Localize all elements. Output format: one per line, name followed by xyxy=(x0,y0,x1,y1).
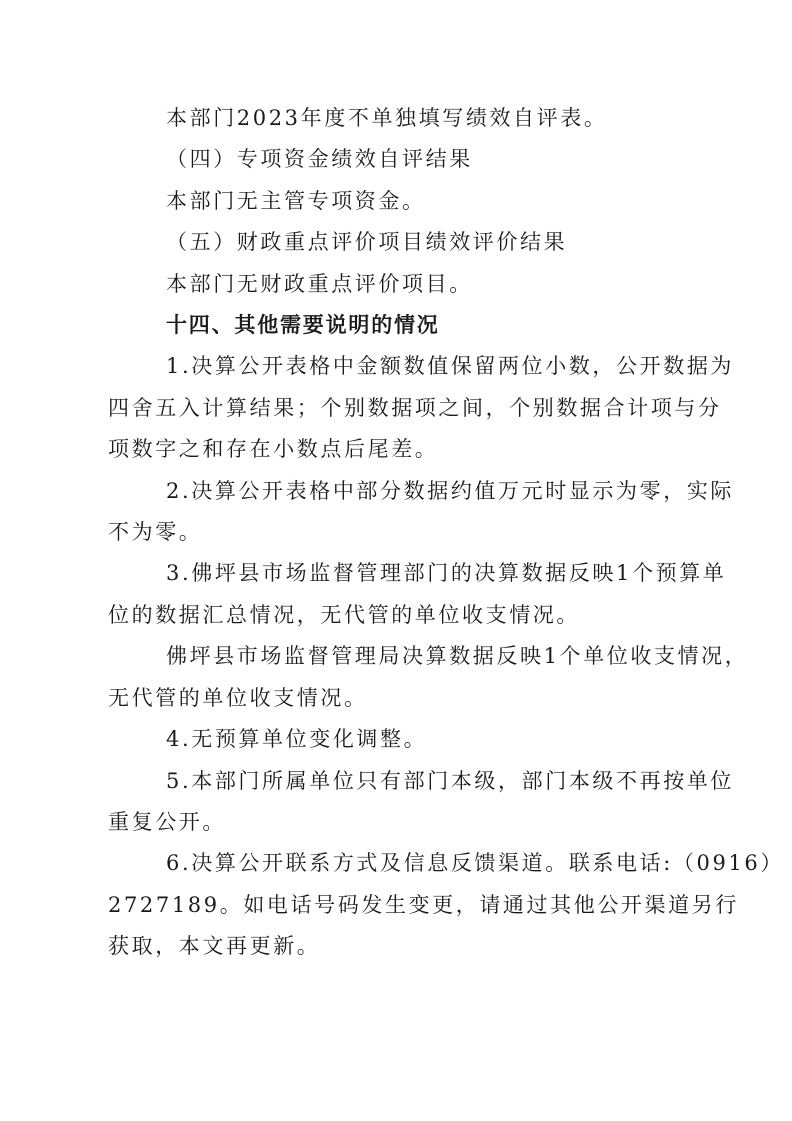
text-line: 本部门无主管专项资金。 xyxy=(166,188,426,213)
text-line: 佛坪县市场监督管理局决算数据反映1个单位收支情况， xyxy=(166,644,749,669)
text-line: 项数字之和存在小数点后尾差。 xyxy=(108,437,439,462)
text-line: 2727189。如电话号码发生变更，请通过其他公开渠道另行 xyxy=(108,892,739,917)
text-line: 3.佛坪县市场监督管理部门的决算数据反映1个预算单 xyxy=(166,561,727,586)
section-heading-5: （五）财政重点评价项目绩效评价结果 xyxy=(166,230,568,255)
text-line: 不为零。 xyxy=(108,520,203,545)
section-heading-4: （四）专项资金绩效自评结果 xyxy=(166,147,473,172)
text-line: 重复公开。 xyxy=(108,809,226,834)
text-line: 2.决算公开表格中部分数据约值万元时显示为零，实际 xyxy=(166,478,735,503)
text-line: 6.决算公开联系方式及信息反馈渠道。联系电话:（0916） xyxy=(166,851,784,876)
text-line: 本部门无财政重点评价项目。 xyxy=(166,271,473,296)
text-line: 位的数据汇总情况，无代管的单位收支情况。 xyxy=(108,602,580,627)
chapter-heading-14: 十四、其他需要说明的情况 xyxy=(166,313,440,338)
text-line: 获取，本文再更新。 xyxy=(108,934,321,959)
text-line: 无代管的单位收支情况。 xyxy=(108,685,368,710)
text-line: 4.无预算单位变化调整。 xyxy=(166,727,428,752)
text-line: 本部门2023年度不单独填写绩效自评表。 xyxy=(166,106,608,130)
text-line: 1.决算公开表格中金额数值保留两位小数，公开数据为 xyxy=(166,354,735,379)
text-line: 5.本部门所属单位只有部门本级，部门本级不再按单位 xyxy=(166,768,735,793)
text-line: 四舍五入计算结果；个别数据项之间，个别数据合计项与分 xyxy=(108,395,722,420)
